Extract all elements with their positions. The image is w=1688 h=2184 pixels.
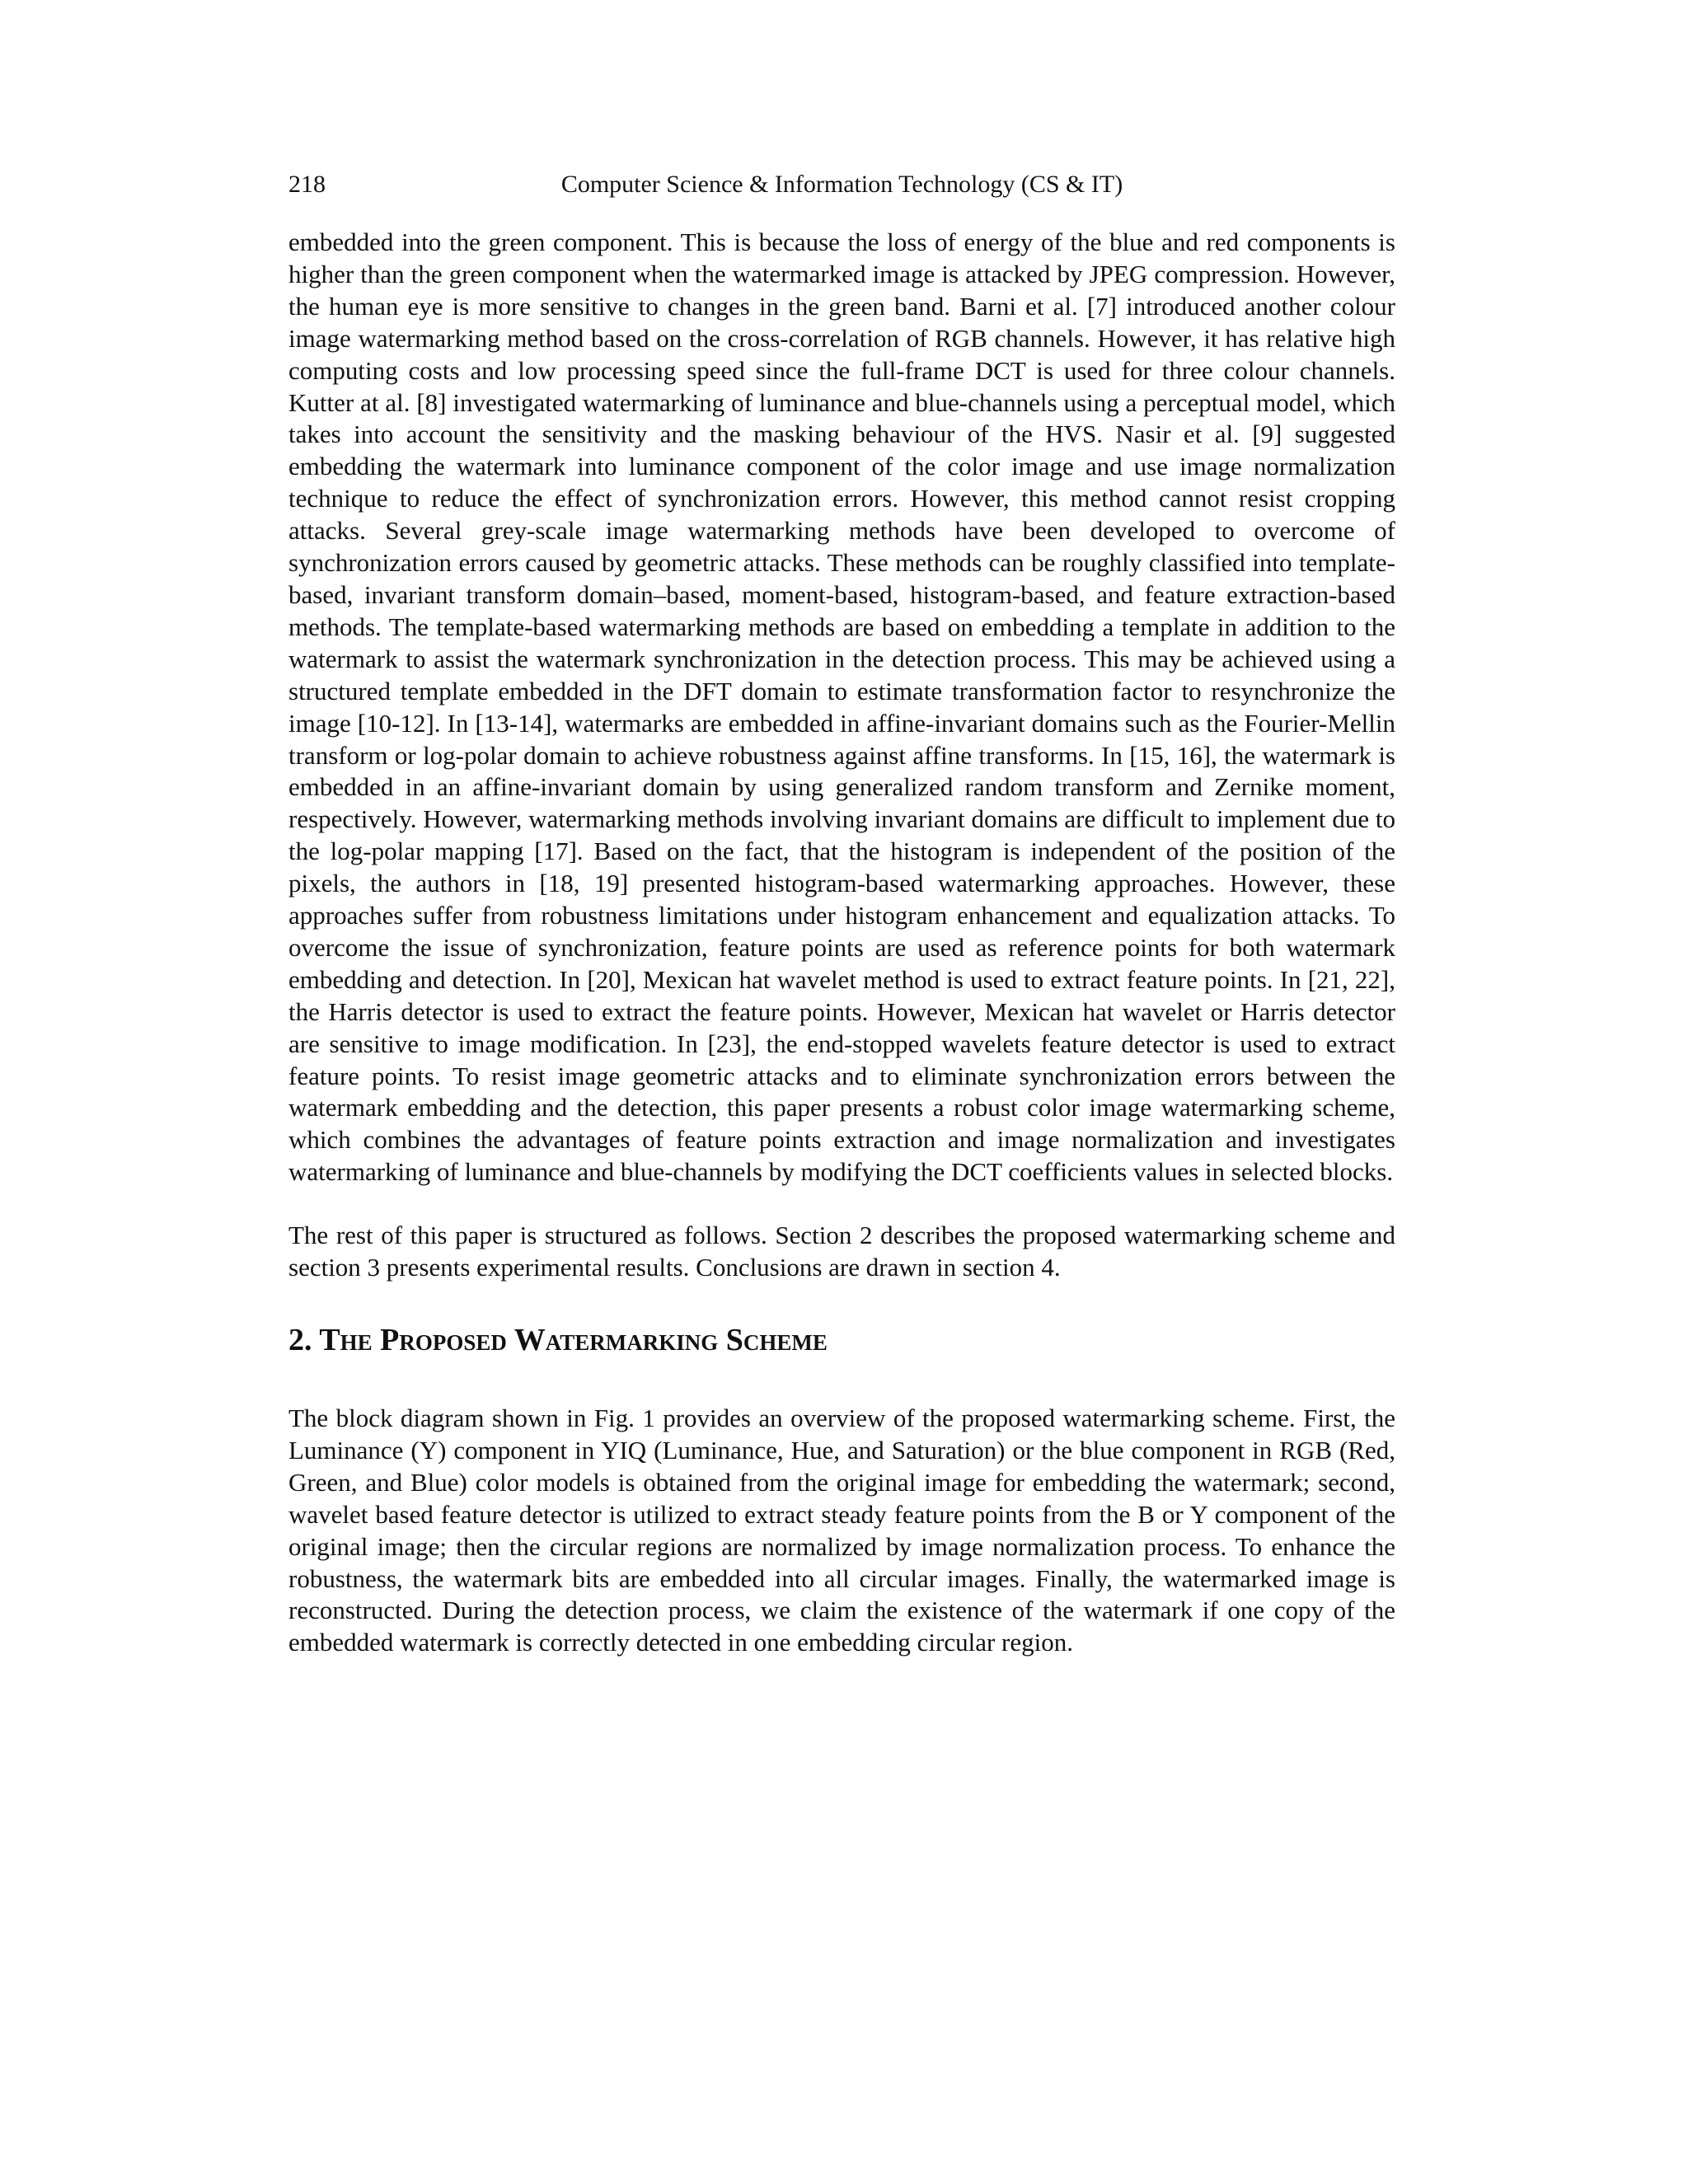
page-number: 218 [288, 171, 326, 198]
paragraph-paper-structure: The rest of this paper is structured as follows. Section 2 describes the proposed watermarking scheme and section 3 presents experimental results. Conclusions are drawn in section 4. [288, 1221, 1395, 1282]
journal-title: Computer Science & Information Technology (CS & IT) [560, 171, 1123, 198]
paper-page [288, 169, 1395, 1659]
running-header [288, 169, 1395, 200]
section-heading: 2. The Proposed Watermarking Scheme [288, 1323, 828, 1357]
paragraph-related-work: embedded into the green component. This is because the loss of energy of the blue and red components is higher than the green component when the watermarked image is attacked by JPEG compression. However, the human eye is more sensitive to changes in the green band. Barni et al. [7] introduced another colour image watermarking method based on the cross-correlation of RGB channels. However, it has relative high computing costs and low processing speed since the full-frame DCT is used for three colour channels. Kutter at al. [8] investigated watermarking of luminance and blue-channels using a perceptual model, which takes into account the sensitivity and the masking behaviour of the HVS. Nasir et al. [9] suggested embedding the watermark into luminance component of the color image and use image normalization technique to reduce the effect of synchronization errors. However, this method cannot resist cropping attacks. Several grey-scale image watermarking methods have been developed to overcome of synchronization errors caused by geometric attacks. These methods can be roughly classified into template-based, invariant transform domain–based, moment-based, histogram-based, and feature extraction-based methods. The template-based watermarking methods are based on embedding a template in addition to the watermark to assist the watermark synchronization in the detection process. This may be achieved using a structured template embedded in the DFT domain to estimate transformation factor to resynchronize the image [10-12]. In [13-14], watermarks are embedded in affine-invariant domains such as the Fourier-Mellin transform or log-polar domain to achieve robustness against affine transforms. In [15, 16], the watermark is embedded in an affine-invariant domain by using generalized random transform and Zernike moment, respectively. However, watermarking methods involving invariant domains are difficult to implement due to the log-polar mapping [17]. Based on the fact, that the histogram is independent of the position of the pixels, the authors in [18, 19] presented histogram-based watermarking approaches. However, these approaches suffer from robustness limitations under histogram enhancement and equalization attacks. To overcome the issue of synchronization, feature points are used as reference points for both watermark embedding and detection. In [20], Mexican hat wavelet method is used to extract feature points. In [21, 22], the Harris detector is used to extract the feature points. However, Mexican hat wavelet or Harris detector are sensitive to image modification. In [23], the end-stopped wavelets feature detector is used to extract feature points. To resist image geometric attacks and to eliminate synchronization errors between the watermark embedding and the detection, this paper presents a robust color image watermarking scheme, which combines the advantages of feature points extraction and image normalization and investigates watermarking of luminance and blue-channels by modifying the DCT coefficients values in selected blocks. [288, 227, 1395, 1187]
paragraph-scheme-overview: The block diagram shown in Fig. 1 provides an overview of the proposed watermarking scheme. First, the Luminance (Y) component in YIQ (Luminance, Hue, and Saturation) or the blue component in RGB (Red, Green, and Blue) color models is obtained from the original image for embedding the watermark; second, wavelet based feature detector is utilized to extract steady feature points from the B or Y component of the original image; then the circular regions are normalized by image normalization process. To enhance the robustness, the watermark bits are embedded into all circular images. Finally, the watermarked image is reconstructed. During the detection process, we claim the existence of the watermark if one copy of the embedded watermark is correctly detected in one embedding circular region. [288, 1404, 1395, 1657]
